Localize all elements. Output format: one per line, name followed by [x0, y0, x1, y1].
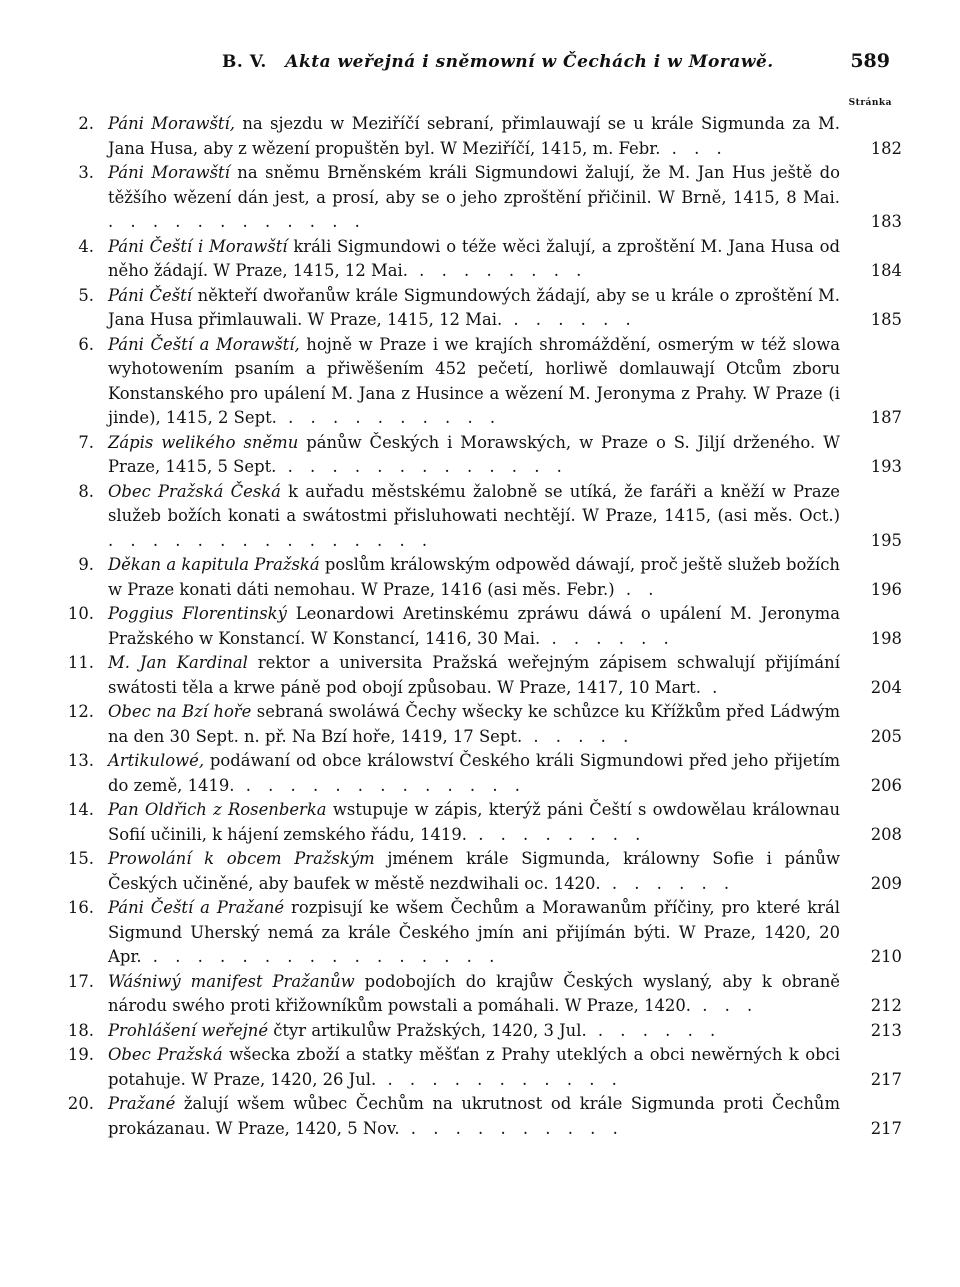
entry-page-number: 183 — [870, 212, 902, 231]
entry-number: 12. — [67, 702, 94, 721]
entry-text — [108, 1043, 840, 1092]
entry-description: poslům králowským odpowěd dáwají, proč ještě služeb božích w Praze konati dáti nemohau. W Praze, 1416 (asi měs. Febr.) — [108, 555, 840, 599]
list-item — [60, 847, 902, 896]
leader-dots: . . . . . . . . . . — [276, 408, 502, 427]
entry-description: wstupuje w zápis, kterýž páni Čeští s owdowělau králownau Sofií učinili, k hájení zemského řádu, 1419. — [108, 800, 840, 844]
entry-description: sebraná swoláwá Čechy wšecky ke schůzce ku Křížkům před Ládwým na den 30 Sept. n. př. Na Bzí hoře, 1419, 17 Sept. — [108, 702, 840, 746]
entry-number: 10. — [67, 604, 94, 623]
entry-page-number: 198 — [870, 628, 902, 648]
leader-dots: . . . . . . . . . . . . . . . — [108, 530, 434, 550]
entry-description: jménem krále Sigmunda, králowny Sofie i pánůw Českých učiněné, aby baufek w městě nezdwihali oc. 1420. — [108, 849, 841, 893]
entry-description: na sněmu Brněnském králi Sigmundowi žalují, že M. Jan Hus ještě do těžšího wězení dán jest, a prosí, aby se o jeho zproštění přičinil. W Brně, 1415, 8 Mai. — [108, 163, 840, 207]
entry-number: 15. — [67, 849, 94, 868]
entry-subject: Děkan a kapitula Pražská — [108, 555, 320, 574]
entry-page-number: 204 — [870, 677, 902, 697]
leader-dots: . . . . . . . . — [407, 261, 588, 280]
leader-dots: . . . . . . . . . . . . . — [234, 775, 526, 795]
entry-page-number: 212 — [870, 996, 902, 1015]
entry-subject: Páni Morawští — [108, 163, 230, 182]
entry-text — [108, 333, 840, 431]
entry-page-number: 193 — [870, 457, 902, 476]
entry-page-number: 195 — [870, 530, 902, 550]
entry-number: 8. — [78, 481, 94, 501]
entry-subject: Zápis welikého sněmu — [108, 432, 299, 452]
entry-number: 2. — [78, 114, 94, 133]
page-column-label: Stránka — [848, 98, 892, 108]
list-item — [60, 700, 902, 749]
entry-text — [108, 431, 840, 480]
entry-description: pánůw Českých i Morawských, w Praze o S. Jiljí drženého. W Praze, 1415, 5 Sept. — [108, 432, 840, 476]
entry-number: 20. — [67, 1094, 94, 1113]
entry-description: rektor a universita Pražská weřejným zápisem schwalují přijímání swátosti těla a krwe páně pod obojí způsobau. W Praze, 1417, 10 Mart. — [108, 653, 840, 697]
entry-text — [108, 749, 840, 798]
entry-page-number: 185 — [870, 310, 902, 329]
entry-page-number: 209 — [870, 873, 902, 893]
entry-text — [108, 896, 840, 970]
entry-page-number: 196 — [870, 579, 902, 599]
list-item — [60, 602, 902, 651]
entry-page-number: 217 — [870, 1118, 902, 1138]
entry-text — [108, 970, 840, 1019]
list-item — [60, 333, 902, 431]
leader-dots: . . . — [691, 996, 759, 1015]
leader-dots: . . . . . — [522, 726, 635, 746]
list-item — [60, 798, 902, 847]
leader-dots: . . . . . . — [502, 310, 637, 329]
entry-subject: Obec Pražská Česká — [108, 481, 281, 501]
entry-page-number: 205 — [870, 726, 902, 746]
entry-number: 18. — [67, 1020, 94, 1040]
leader-dots: . . . . . . — [540, 628, 675, 648]
running-header — [222, 52, 862, 72]
entry-description: králi Sigmundowi o téže wěci žalují, a zproštění M. Jana Husa od něho žádají. W Praze, 1415, 12 Mai. — [108, 236, 840, 280]
entry-page-number: 206 — [870, 775, 902, 795]
list-item — [60, 749, 902, 798]
entry-text — [108, 553, 840, 602]
list-item — [60, 235, 902, 284]
entry-text — [108, 1019, 840, 1044]
entry-description: na sjezdu w Meziříčí sebraní, přimlauwají se u krále Sigmunda za M. Jana Husa, aby z wězení propuštěn byl. W Meziříčí, 1415, m. Febr. — [108, 114, 841, 158]
entry-number: 13. — [67, 751, 94, 770]
entry-subject: Páni Čeští a Pražané — [108, 898, 285, 917]
entry-description: k auřadu městskému žalobně se utíká, že faráři a kněží w Praze služeb božích konati a swátostmi přisluhowati nechtějí. W Praze, 1415, (asi měs. Oct.) — [108, 481, 840, 525]
entry-page-number: 184 — [870, 261, 902, 280]
entry-subject: Pražané — [108, 1094, 176, 1113]
list-item — [60, 284, 902, 333]
list-item — [60, 112, 902, 161]
list-item — [60, 651, 902, 700]
entry-number: 19. — [67, 1045, 94, 1064]
leader-dots: . . . . . . . . — [466, 824, 647, 844]
entry-subject: Prohlášení weřejné — [108, 1020, 269, 1040]
list-item — [60, 553, 902, 602]
entry-description: rozpisují ke wšem Čechům a Morawanům příčiny, pro které král Sigmund Uherský nemá za krále Českého jmín ani přijímán býti. W Praze, 1420, 20 Apr. — [108, 898, 841, 966]
entry-description: hojně w Praze i we krajích shromáždění, osmerým w též slowa wyhotowením psaním a přiwěšením 452 pečetí, horliwě domlauwají Otcům zboru Konstanského pro upálení M. Jana z Husince a wězení M. Jeronyma z Prahy. W Praze (i jinde), 1415, 2 Sept. — [108, 334, 840, 427]
section-label: B. V. — [222, 52, 267, 72]
leader-dots: . . . . . . . . . . . — [376, 1069, 623, 1089]
entry-subject: M. Jan Kardinal — [108, 653, 248, 672]
leader-dots: . . — [614, 579, 660, 599]
entry-text — [108, 284, 840, 333]
entry-description: podobojích do krajůw Českých wyslaný, aby k obraně národu swého proti křižowníkům powstali a pomáhali. W Praze, 1420. — [108, 971, 840, 1015]
list-item — [60, 970, 902, 1019]
leader-dots: . . . . . . . . . . . . . . . . — [141, 947, 501, 966]
leader-dots: . . . . . . . . . . . . — [108, 212, 366, 231]
list-item — [60, 1019, 902, 1044]
entry-number: 9. — [78, 555, 94, 574]
page-title: Akta weřejná i sněmowní w Čechách i w Morawě. — [285, 52, 774, 72]
entry-subject: Prowolání k obcem Pražským — [108, 849, 375, 868]
entry-text — [108, 602, 840, 651]
entry-number: 3. — [78, 163, 94, 182]
leader-dots: . — [700, 677, 724, 697]
leader-dots: . . . — [660, 138, 728, 158]
entry-number: 4. — [78, 236, 94, 256]
entry-description: žalují wšem wůbec Čechům na ukrutnost od krále Sigmunda proti Čechům prokázanau. W Praze, 1420, 5 Nov. — [108, 1094, 840, 1138]
entry-text — [108, 651, 840, 700]
entry-page-number: 213 — [870, 1020, 902, 1040]
entry-text — [108, 112, 840, 161]
entry-page-number: 210 — [870, 947, 902, 966]
entry-text — [108, 161, 840, 235]
entry-subject: Páni Morawští, — [108, 114, 235, 133]
entry-page-number: 208 — [870, 824, 902, 844]
entry-number: 16. — [67, 898, 94, 917]
leader-dots: . . . . . . . . . . . . . — [276, 457, 568, 476]
entry-text — [108, 700, 840, 749]
entry-page-number: 182 — [870, 138, 902, 158]
entry-subject: Obec Pražská — [108, 1045, 223, 1064]
leader-dots: . . . . . . — [600, 873, 736, 893]
entry-subject: Wáśniwý manifest Pražanůw — [108, 971, 355, 991]
entry-text — [108, 480, 840, 554]
entry-list — [60, 112, 902, 1141]
list-item — [60, 431, 902, 480]
list-item — [60, 1043, 902, 1092]
list-item — [60, 161, 902, 235]
leader-dots: . . . . . . — [586, 1020, 722, 1040]
entry-number: 7. — [78, 432, 94, 452]
entry-number: 17. — [67, 971, 94, 991]
entry-text — [108, 847, 840, 896]
list-item — [60, 1092, 902, 1141]
entry-description: podáwaní od obce králowství Českého králi Sigmundowi před jeho přijetím do země, 1419. — [108, 751, 840, 795]
entry-subject: Páni Čeští — [108, 285, 192, 305]
list-item — [60, 896, 902, 970]
entry-number: 14. — [67, 800, 94, 819]
entry-subject: Obec na Bzí hoře — [108, 702, 252, 721]
entry-description: čtyr artikulůw Pražských, 1420, 3 Jul. — [268, 1020, 587, 1040]
entry-number: 5. — [78, 285, 94, 305]
entry-page-number: 187 — [870, 408, 902, 427]
entry-subject: Páni Čeští i Morawští — [108, 236, 288, 256]
entry-number: 6. — [78, 334, 94, 354]
entry-subject: Poggius Florentinský — [108, 604, 287, 623]
entry-text — [108, 1092, 840, 1141]
entry-subject: Pan Oldřich z Rosenberka — [108, 800, 327, 819]
entry-description: Leonardowi Aretinskému zpráwu dáwá o upálení M. Jeronyma Pražského w Konstancí. W Konstancí, 1416, 30 Mai. — [108, 604, 840, 648]
leader-dots: . . . . . . . . . . — [399, 1118, 624, 1138]
list-item — [60, 480, 902, 554]
entry-subject: Artikulowé, — [108, 751, 205, 770]
entry-subject: Páni Čeští a Morawští, — [108, 334, 300, 354]
entry-page-number: 217 — [870, 1069, 902, 1089]
entry-description: wšecka zboží a statky měšťan z Prahy uteklých a obci newěrných k obci potahuje. W Praze, 1420, 26 Jul. — [108, 1045, 841, 1089]
page-number: 589 — [850, 50, 890, 72]
entry-text — [108, 798, 840, 847]
entry-number: 11. — [67, 653, 94, 672]
entry-description: někteří dwořanůw krále Sigmundowých žádají, aby se u krále o zproštění M. Jana Husa přimlauwali. W Praze, 1415, 12 Mai. — [108, 285, 840, 329]
entry-text — [108, 235, 840, 284]
